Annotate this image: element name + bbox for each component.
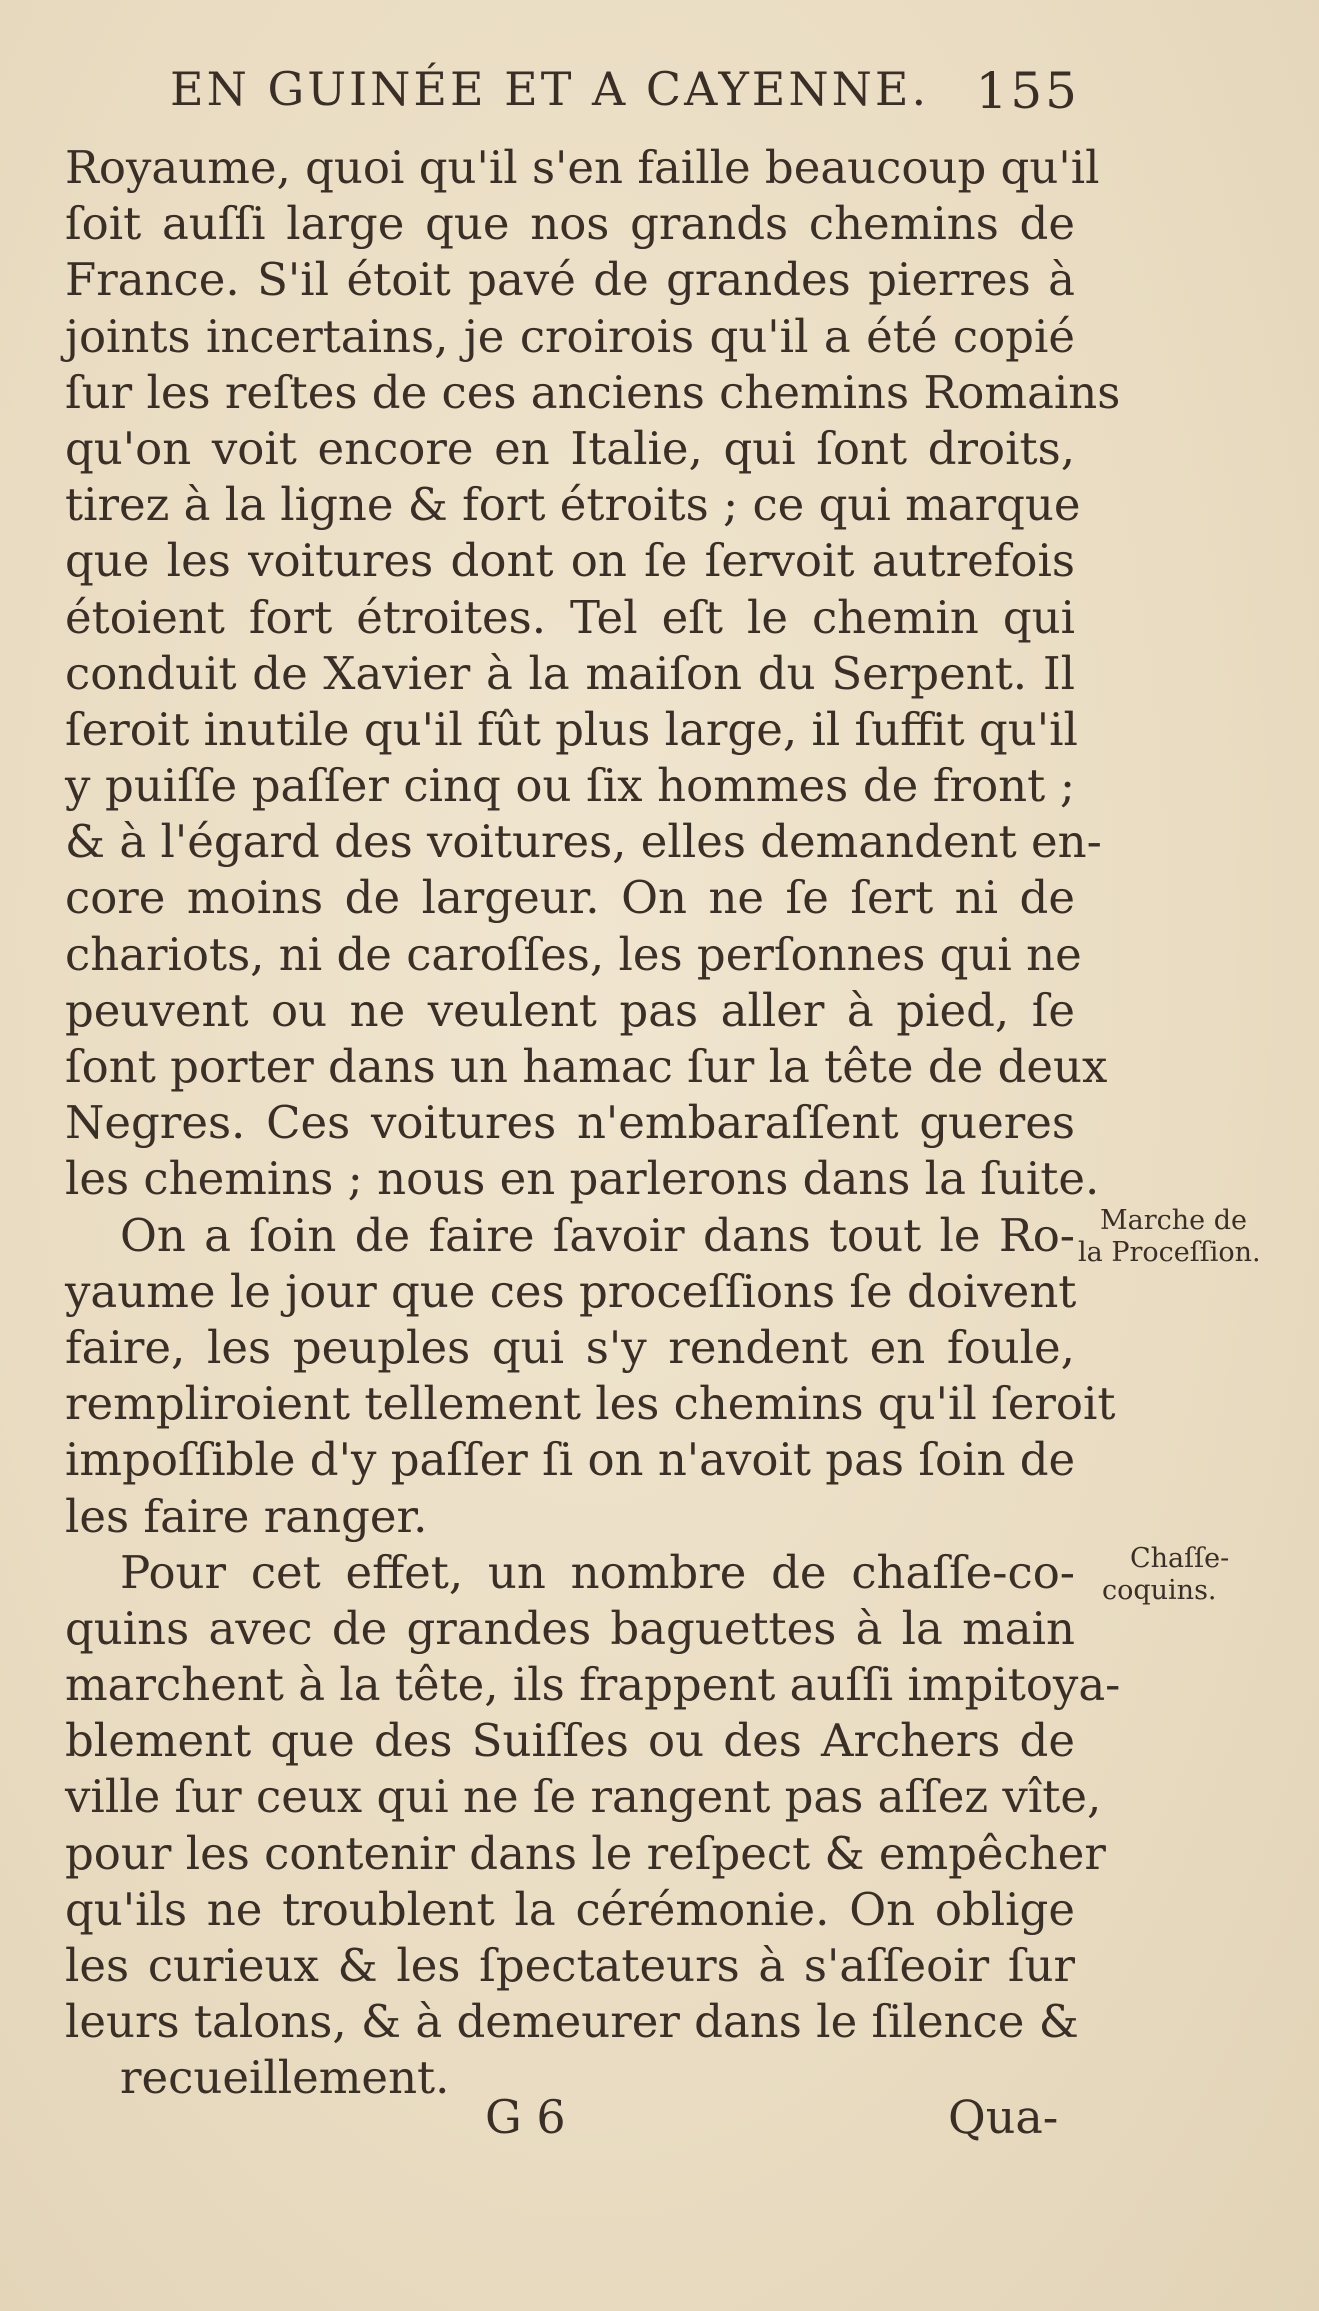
marginal-note-line: Marche de [1100,1205,1247,1236]
running-header [170,62,1080,132]
text-line: leurs talons, & à demeurer dans le ſilence & [65,1995,1079,2049]
text-line: ſeroit inutile qu'il fût plus large, il ſuffit qu'il [65,702,1078,756]
text-line: recueillement. [120,2051,450,2105]
text-line: chariots, ni de caroſſes, les perſonnes qui ne [65,927,1082,981]
text-line: Negres. Ces voitures n'embaraſſent gueres [65,1096,1075,1150]
text-line: ſur les reſtes de ces anciens chemins Romains [65,365,1121,419]
text-line: étoient fort étroites. Tel eſt le chemin qui [65,590,1075,644]
marginal-note-procession [1078,1205,1261,1269]
text-line: les chemins ; nous en parlerons dans la ſuite. [65,1152,1100,1206]
text-line: blement que des Suiſſes ou des Archers de [65,1714,1075,1768]
text-line: les faire ranger. [65,1489,428,1543]
text-line: ſont porter dans un hamac ſur la tête de deux [65,1040,1108,1093]
text-line: les curieux & les ſpectateurs à s'aſſeoir ſur [65,1939,1075,1992]
text-line: yaume le jour que ces proceſſions ſe doivent [65,1264,1077,1318]
text-line: conduit de Xavier à la maiſon du Serpent. Il [65,646,1075,700]
text-line: On a ſoin de faire ſavoir dans tout le Ro- [120,1208,1075,1262]
text-line: joints incertains, je croirois qu'il a été copié [65,309,1075,363]
text-line: y puiſſe paſſer cinq ou ſix hommes de front ; [65,759,1075,813]
text-line: marchent à la tête, ils frappent auſſi impitoya- [65,1658,1121,1712]
text-line: Royaume, quoi qu'il s'en faille beaucoup qu'il [65,141,1100,194]
text-line: & à l'égard des voitures, elles demandent en- [65,815,1102,869]
text-line: Pour cet effet, un nombre de chaſſe-co- [120,1545,1075,1599]
signature-mark: G 6 [485,2090,566,2144]
text-line: peuvent ou ne veulent pas aller à pied, ſe [65,983,1075,1037]
catchword: Qua- [948,2090,1059,2144]
marginal-note-line: Chaſſe- [1130,1543,1230,1574]
text-line: pour les contenir dans le reſpect & empêcher [65,1826,1106,1880]
running-title: EN GUINÉE ET A CAYENNE. [170,62,930,116]
text-line: qu'ils ne troublent la cérémonie. On oblige [65,1882,1075,1936]
page-footer [0,2090,1319,2160]
text-line: core moins de largeur. On ne ſe ſert ni de [65,871,1075,925]
marginal-note-line: coquins. [1102,1575,1217,1606]
marginal-note-line: la Proceſſion. [1078,1237,1261,1268]
body-text [65,140,1121,2107]
marginal-note-chasse-coquins [1102,1543,1230,1607]
text-line: que les voitures dont on ſe ſervoit autrefois [65,534,1075,588]
text-line: quins avec de grandes baguettes à la main [65,1601,1075,1655]
text-line: faire, les peuples qui s'y rendent en foule, [65,1320,1075,1374]
text-line: qu'on voit encore en Italie, qui ſont droits, [65,421,1075,475]
text-line: tirez à la ligne & fort étroits ; ce qui marque [65,478,1081,532]
text-line: impoſſible d'y paſſer ſi on n'avoit pas ſoin de [65,1433,1076,1487]
text-line: ſoit auſſi large que nos grands chemins de [65,197,1075,251]
text-line: France. S'il étoit pavé de grandes pierres à [65,253,1075,307]
text-line: rempliroient tellement les chemins qu'il ſeroit [65,1377,1116,1431]
page-number: 155 [975,62,1080,120]
text-line: ville ſur ceux qui ne ſe rangent pas aſſez vîte, [65,1770,1102,1824]
